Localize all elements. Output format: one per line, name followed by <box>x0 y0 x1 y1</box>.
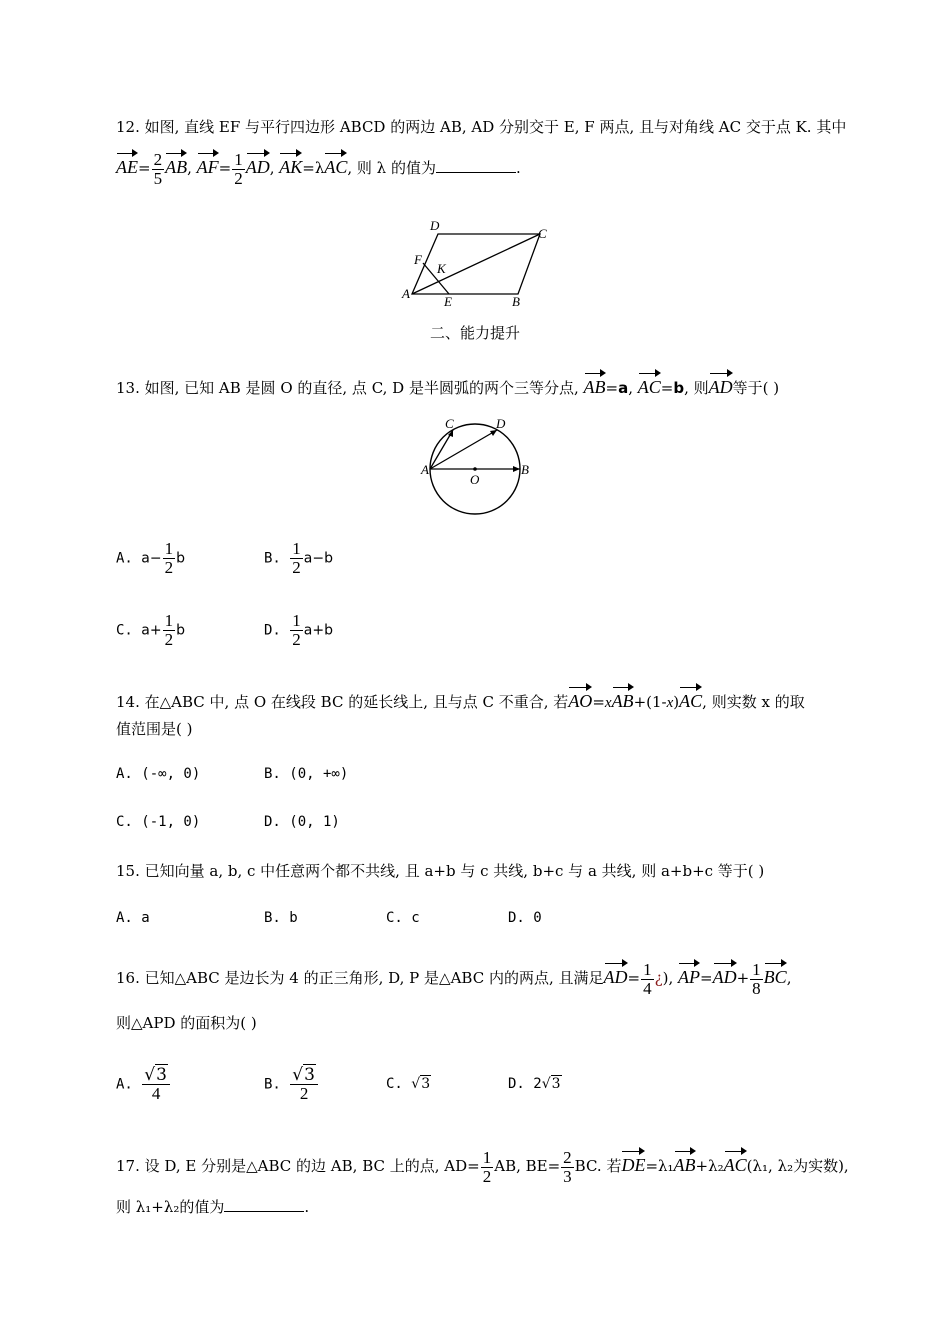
svg-text:E: E <box>444 294 452 308</box>
q16-option-a[interactable]: A. $\frac{√3}{4}$ <box>116 1066 171 1103</box>
q17-line2: 则 λ₁+λ₂的值为 . <box>116 1198 310 1216</box>
q14-option-d[interactable]: D. (0, 1) <box>264 814 340 830</box>
svg-text:C: C <box>445 416 454 431</box>
q14-line1: 14. 在△ABC 中, 点 O 在线段 BC 的延长线上, 且与点 C 不重合, 若AO=xAB+(1-x)AC, 则实数 x 的取 <box>116 684 805 714</box>
svg-text:C: C <box>538 226 547 241</box>
q15-option-d[interactable]: D. 0 <box>508 910 542 926</box>
q12-line2: AE= $\frac{2}{5}$ AB, AF= $\frac{1}{2}$ AD, AK=λAC, 则 λ 的值为 . <box>116 149 521 188</box>
svg-text:B: B <box>512 294 520 308</box>
svg-text:O: O <box>470 472 480 487</box>
svg-text:A: A <box>421 462 429 477</box>
parallelogram-figure <box>396 214 556 308</box>
svg-text:K: K <box>437 261 446 276</box>
q13-option-d[interactable]: D. $\frac{1}{2}$ a+b <box>264 611 333 649</box>
circle-figure <box>416 414 536 518</box>
svg-text:B: B <box>521 462 529 477</box>
q16-line2: 则△APD 的面积为( ) <box>116 1014 257 1032</box>
q14-option-c[interactable]: C. (-1, 0) <box>116 814 201 830</box>
q13-line1: 13. 如图, 已知 AB 是圆 O 的直径, 点 C, D 是半圆弧的两个三等分点, AB=a, AC=b, 则AD等于( ) <box>116 370 779 399</box>
q12-line1: 12. 如图, 直线 EF 与平行四边形 ABCD 的两边 AB, AD 分别交于 E, F 两点, 且与对角线 AC 交于点 K. 其中 <box>116 118 847 136</box>
q14-option-a[interactable]: A. (-∞, 0) <box>116 766 201 782</box>
q13-option-c[interactable]: C. a+ $\frac{1}{2}$ b <box>116 611 185 649</box>
q16-option-d[interactable]: D. 2√3 <box>508 1076 561 1092</box>
svg-text:D: D <box>496 416 506 431</box>
q16-option-c[interactable]: C. √3 <box>386 1076 431 1092</box>
q15-option-c[interactable]: C. c <box>386 910 420 926</box>
q16-option-b[interactable]: B. $\frac{√3}{2}$ <box>264 1066 319 1103</box>
answer-blank[interactable] <box>224 1197 304 1212</box>
section-title: 二、能力提升 <box>429 324 520 342</box>
q15-line1: 15. 已知向量 a, b, c 中任意两个都不共线, 且 a+b 与 c 共线, b+c 与 a 共线, 则 a+b+c 等于( ) <box>116 862 765 880</box>
svg-text:F: F <box>414 252 422 267</box>
svg-text:D: D <box>430 218 440 233</box>
q14-line2: 值范围是( ) <box>116 720 193 738</box>
q16-line1: 16. 已知△ABC 是边长为 4 的正三角形, D, P 是△ABC 内的两点, 且满足AD= $\frac{1}{4}$ ¿), AP=AD+ $\frac{1}{8}$ BC, <box>116 959 792 998</box>
answer-blank[interactable] <box>436 158 516 173</box>
q13-option-a[interactable]: A. a− $\frac{1}{2}$ b <box>116 539 185 577</box>
q14-option-b[interactable]: B. (0, +∞) <box>264 766 349 782</box>
q15-option-a[interactable]: A. a <box>116 910 150 926</box>
q17-line1: 17. 设 D, E 分别是△ABC 的边 AB, BC 上的点, AD= $\frac{1}{2}$ AB, BE= $\frac{2}{3}$ BC. 若DE=λ₁AB+λ₂AC(λ₁, λ₂为实数), <box>116 1147 849 1186</box>
q15-option-b[interactable]: B. b <box>264 910 298 926</box>
svg-text:A: A <box>402 286 410 301</box>
q13-option-b[interactable]: B. $\frac{1}{2}$ a−b <box>264 539 333 577</box>
